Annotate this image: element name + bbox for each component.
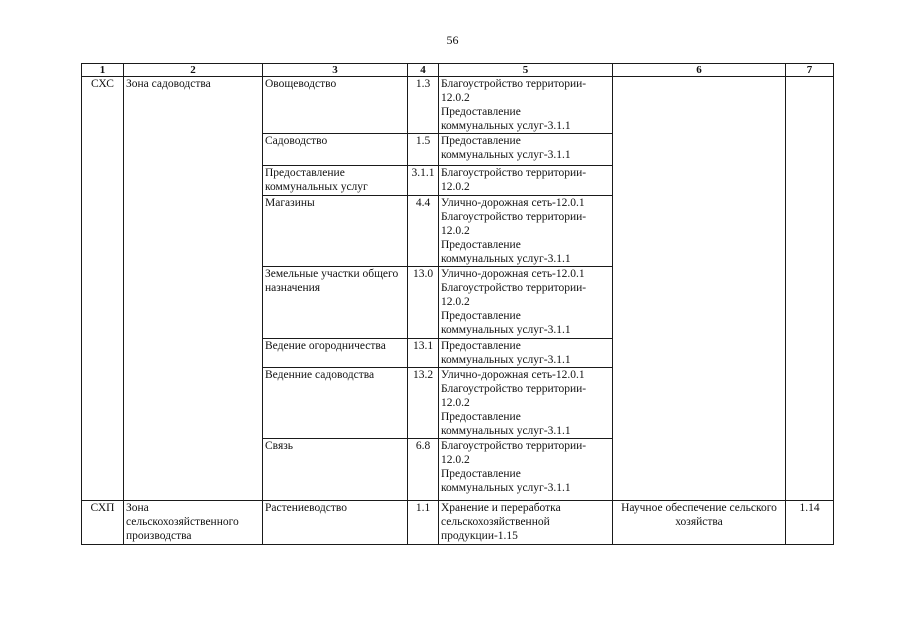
conditional-code: 1.14	[786, 501, 834, 545]
zone-code: СХС	[91, 78, 114, 90]
aux-uses	[439, 339, 613, 368]
aux-line: сельскохозяйственной	[441, 516, 550, 528]
aux-line: Улично-дорожная сеть-12.0.1	[441, 268, 585, 280]
zone-name: Зона сельскохозяйственного производства	[126, 502, 239, 542]
aux-line: коммунальных услуг-3.1.1	[441, 482, 571, 494]
aux-uses	[439, 134, 613, 166]
aux-line: 12.0.2	[441, 181, 470, 193]
aux-line: Предоставление	[441, 340, 521, 352]
header-col-1: 1	[82, 64, 124, 77]
zone-name-cell	[124, 501, 263, 545]
use-code: 1.3	[408, 77, 439, 134]
header-col-5: 5	[439, 64, 613, 77]
page-number: 56	[446, 33, 459, 47]
use-code: 13.2	[408, 368, 439, 439]
aux-line: коммунальных услуг-3.1.1	[441, 149, 571, 161]
aux-line: Предоставление	[441, 135, 521, 147]
aux-line: Улично-дорожная сеть-12.0.1	[441, 369, 585, 381]
aux-uses	[439, 501, 613, 545]
use-code: 1.1	[408, 501, 439, 545]
use-name: Ведение огородничества	[263, 339, 408, 368]
use-name: Овощеводство	[263, 77, 408, 134]
use-code: 4.4	[408, 196, 439, 267]
use-name: Садоводство	[263, 134, 408, 166]
use-name: Предоставление коммунальных услуг	[263, 166, 408, 196]
zone-code-cell	[82, 77, 124, 501]
aux-line: коммунальных услуг-3.1.1	[441, 253, 571, 265]
aux-line: Благоустройство территории-	[441, 211, 587, 223]
use-code: 13.1	[408, 339, 439, 368]
use-code: 6.8	[408, 439, 439, 501]
use-name: Веденние садоводства	[263, 368, 408, 439]
aux-line: Благоустройство территории-	[441, 440, 587, 452]
aux-line: 12.0.2	[441, 454, 470, 466]
header-col-2: 2	[124, 64, 263, 77]
zone-code-cell	[82, 501, 124, 545]
table-row	[82, 501, 834, 545]
conditional-code-cell	[786, 77, 834, 501]
aux-uses	[439, 196, 613, 267]
aux-line: коммунальных услуг-3.1.1	[441, 425, 571, 437]
aux-line: Улично-дорожная сеть-12.0.1	[441, 197, 585, 209]
header-col-6: 6	[613, 64, 786, 77]
aux-line: Предоставление	[441, 106, 521, 118]
use-name: Связь	[263, 439, 408, 501]
header-col-3: 3	[263, 64, 408, 77]
zone-code: СХП	[90, 502, 115, 514]
zone-name: Зона садоводства	[126, 78, 211, 90]
aux-line: Предоставление	[441, 310, 521, 322]
conditional-use: Научное обеспечение сельского хозяйства	[613, 501, 786, 545]
aux-line: 12.0.2	[441, 225, 470, 237]
aux-line: коммунальных услуг-3.1.1	[441, 354, 571, 366]
aux-line: Благоустройство территории-	[441, 78, 587, 90]
aux-line: Хранение и переработка	[441, 502, 561, 514]
use-code: 1.5	[408, 134, 439, 166]
use-name: Растениеводство	[263, 501, 408, 545]
zones-table	[81, 63, 834, 545]
aux-line: Предоставление	[441, 468, 521, 480]
use-code: 13.0	[408, 267, 439, 339]
aux-line: Предоставление	[441, 411, 521, 423]
zone-name-cell	[124, 77, 263, 501]
aux-line: продукции-1.15	[441, 530, 518, 542]
aux-line: 12.0.2	[441, 397, 470, 409]
aux-line: Предоставление	[441, 239, 521, 251]
aux-line: 12.0.2	[441, 296, 470, 308]
header-row	[82, 64, 834, 77]
use-name: Магазины	[263, 196, 408, 267]
aux-line: Благоустройство территории-	[441, 383, 587, 395]
aux-uses	[439, 166, 613, 196]
use-name: Земельные участки общего назначения	[263, 267, 408, 339]
header-col-7: 7	[786, 64, 834, 77]
aux-line: Благоустройство территории-	[441, 282, 587, 294]
use-code: 3.1.1	[408, 166, 439, 196]
aux-line: коммунальных услуг-3.1.1	[441, 324, 571, 336]
aux-line: 12.0.2	[441, 92, 470, 104]
conditional-uses-cell	[613, 77, 786, 501]
aux-uses	[439, 439, 613, 501]
header-col-4: 4	[408, 64, 439, 77]
aux-uses	[439, 368, 613, 439]
table-row	[82, 77, 834, 134]
aux-uses	[439, 77, 613, 134]
aux-line: Благоустройство территории-	[441, 167, 587, 179]
aux-line: коммунальных услуг-3.1.1	[441, 120, 571, 132]
aux-uses	[439, 267, 613, 339]
